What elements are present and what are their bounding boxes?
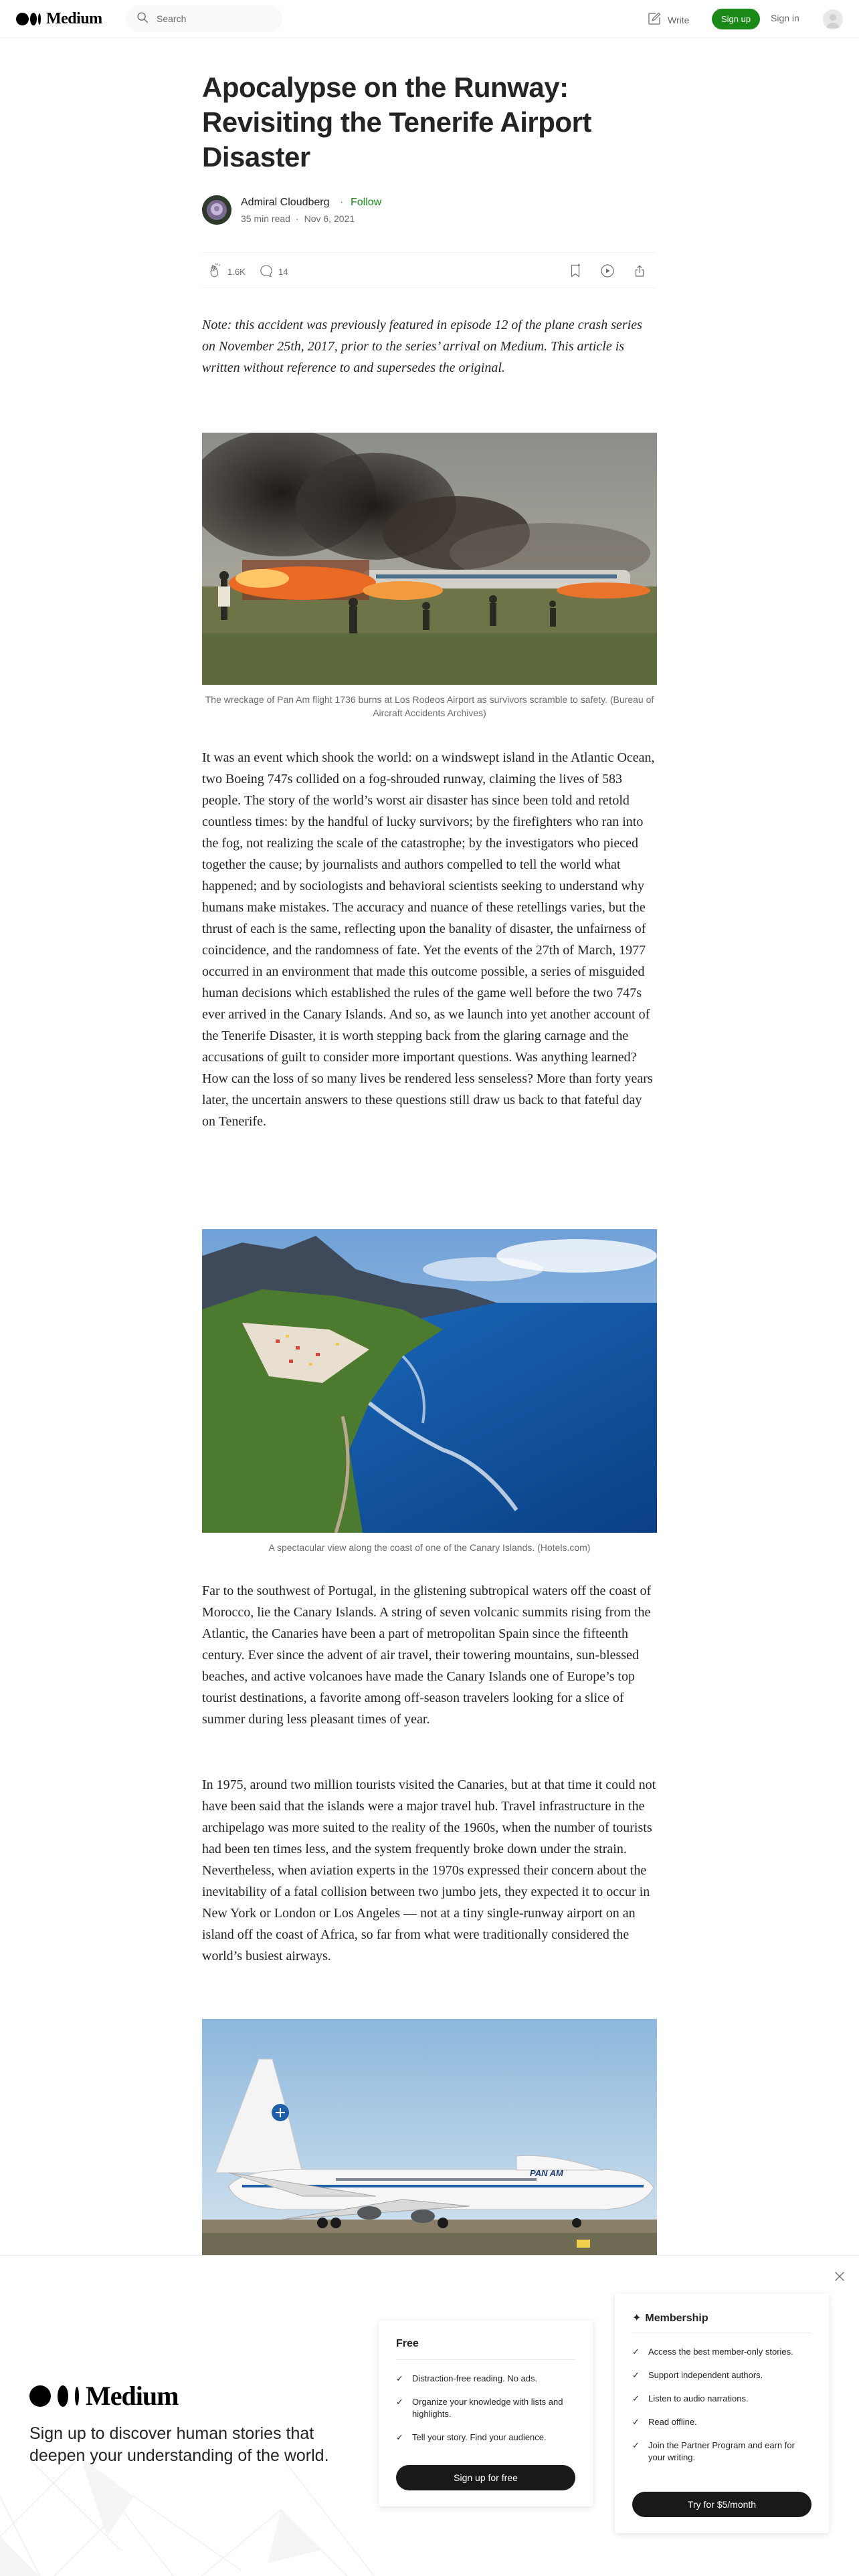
check-icon: ✓ [632,2417,640,2427]
plan-feature: ✓ Organize your knowledge with lists and highlights. [396,2397,563,2419]
byline [202,195,657,227]
write-button[interactable] [646,11,689,29]
paragraph: It was an event which shook the world: on a windswept island in the Atlantic Ocean, two Boeing 747s collided on a fog-shrouded runway, claiming the lives of 583 people. The story of the world’s worst air disaster has since been told and retold countless times: by the handful of lucky survivors; by the firefighters who ran into the fog, not realizing the scale of the catastrophe; by the investigators who pieced together the cause; by journalists and authors compelled to tell the world what happened; and by sociologists and behavioral scientists seeking to understand why humans make mistakes. The accuracy and nuance of these retellings varies, but the thrust of each is the same, reflecting upon the banality of disaster, the unfairness of coincidence, and the randomness of fate. Yet the events of the 27th of March, 1977 occurred in an environment that made this outcome possible, a series of misguided human decisions which established the rules of the game well before the two 747s ever arrived in the Canary Islands. And so, as we launch into yet another account of the Tenerife Disaster, it is worth stepping back from the glaring carnage and the accusations of guilt to consider more important questions. Was anything learned? How can the loss of so many lives be rendered less senseless? More than forty years later, the uncertain answers to these questions still draw us back to that fateful day on Tenerife. [202,750,655,1129]
plan-card-free [379,2321,593,2506]
signup-free-button[interactable]: Sign up for free [396,2465,575,2490]
figure-canary-coast [202,1229,657,1554]
article-meta [241,213,355,224]
write-icon [646,11,662,29]
pan-am-747-photo[interactable] [202,2019,657,2260]
bookmark-icon[interactable] [567,263,583,279]
clap-icon [207,263,223,281]
author-avatar[interactable] [202,195,231,225]
paragraph: In 1975, around two million tourists visited the Canaries, but at that time it could not have been said that the islands were a major travel hub. Travel infrastructure in the archipelago was more suited to the reality of the 1960s, when the number of tourists had been ten times less, and the system frequently broke down under the strain. Nevertheless, when aviation experts in the 1970s expressed their concern about the inevitability of a fatal collision between two jumbo jets, they expected it to occur in New York or London or Los Angeles — not at a tiny single-runway airport on an island off the coast of Africa, so far from what were traditionally considered the world’s busiest airways. [202,1778,656,1963]
plan-features [396,2373,575,2455]
plan-features [632,2346,812,2475]
overlay-medium-logo [29,2380,178,2411]
comment-icon [258,263,274,281]
figure-pan-am-747 [202,2019,657,2260]
plan-feature: ✓ Listen to audio narrations. [632,2393,749,2403]
overlay-tagline: Sign up to discover human stories that deepen your understanding of the world. [29,2424,329,2465]
signup-button[interactable]: Sign up [712,9,760,29]
star-icon: ✦ [632,2313,642,2324]
clap-button[interactable] [207,263,246,281]
check-icon: ✓ [632,2393,640,2403]
action-bar [202,252,657,288]
listen-play-icon[interactable] [599,263,615,279]
plan-feature: ✓ Distraction-free reading. No ads. [396,2373,538,2383]
search-input[interactable] [157,13,270,24]
figure-caption: The wreckage of Pan Am flight 1736 burns at Los Rodeos Airport as survivors scramble to safety. (Bureau of Aircraft Accidents Archives) [205,694,654,718]
canary-coast-photo[interactable] [202,1229,657,1533]
responses-button[interactable] [258,263,288,281]
medium-logo-icon [29,2385,51,2407]
check-icon: ✓ [396,2373,403,2383]
signin-link[interactable]: Sign in [771,13,799,23]
byline-separator: · [340,197,344,208]
share-icon[interactable] [632,263,648,279]
write-label: Write [668,14,690,25]
figure-wreckage [202,433,657,720]
author-name[interactable]: Admiral Cloudberg [241,197,330,208]
signup-overlay [0,2255,859,2576]
plan-feature: ✓ Access the best member-only stories. [632,2347,793,2357]
search-bar[interactable] [126,5,282,32]
medium-logo[interactable] [16,10,102,28]
plan-card-membership [615,2294,829,2533]
search-icon [135,10,150,28]
read-time: 35 min read [241,213,290,224]
logo-wordmark: Medium [46,10,102,27]
article [202,70,657,2178]
check-icon: ✓ [396,2432,403,2442]
response-count: 14 [278,267,288,277]
check-icon: ✓ [632,2440,640,2450]
plan-title: ✦ Membership [632,2313,708,2324]
plane-livery-text: PAN AM [530,2168,563,2178]
plan-feature: ✓ Read offline. [632,2417,697,2427]
follow-button[interactable]: Follow [351,197,382,208]
check-icon: ✓ [632,2347,640,2357]
clap-count: 1.6K [227,267,246,277]
plan-title: Free [396,2338,419,2349]
check-icon: ✓ [396,2397,403,2407]
article-title: Apocalypse on the Runway: Revisiting the Tenerife Airport Disaster [202,72,591,173]
overlay-logo-wordmark: Medium [86,2381,179,2411]
plan-divider [396,2359,575,2360]
meta-separator: · [295,213,299,224]
plan-feature: ✓ Tell your story. Find your audience. [396,2432,547,2442]
wreckage-photo[interactable] [202,433,657,685]
paragraph: Far to the southwest of Portugal, in the glistening subtropical waters off the coast of Morocco, lie the Canary Islands. A string of seven volcanic summits rising from the Atlantic, the Canaries have been a part of metropolitan Spain since the fifteenth century. Ever since the advent of air travel, their towering mountains, sun-blessed beaches, and active volcanoes have made the Canary Islands one of Europe’s top tourist destinations, a favorite among off-season travelers looking for a slice of summer during less pleasant times of year. [202,1584,652,1727]
plan-feature: ✓ Join the Partner Program and earn for your writing. [632,2440,795,2462]
top-navbar [0,0,859,38]
plan-feature: ✓ Support independent authors. [632,2370,763,2380]
membership-trial-button[interactable]: Try for $5/month [632,2492,812,2517]
medium-logo-icon [16,13,41,25]
article-note: Note: this accident was previously featured in episode 12 of the plane crash series on November 25th, 2017, prior to the series’ arrival on Medium. This article is written without reference to and supersedes the original. [202,318,642,375]
figure-caption: A spectacular view along the coast of one of the Canary Islands. (Hotels.com) [268,1542,591,1553]
close-icon[interactable] [831,2268,848,2285]
user-avatar-icon[interactable] [823,9,843,29]
publish-date: Nov 6, 2021 [304,213,355,224]
check-icon: ✓ [632,2370,640,2380]
